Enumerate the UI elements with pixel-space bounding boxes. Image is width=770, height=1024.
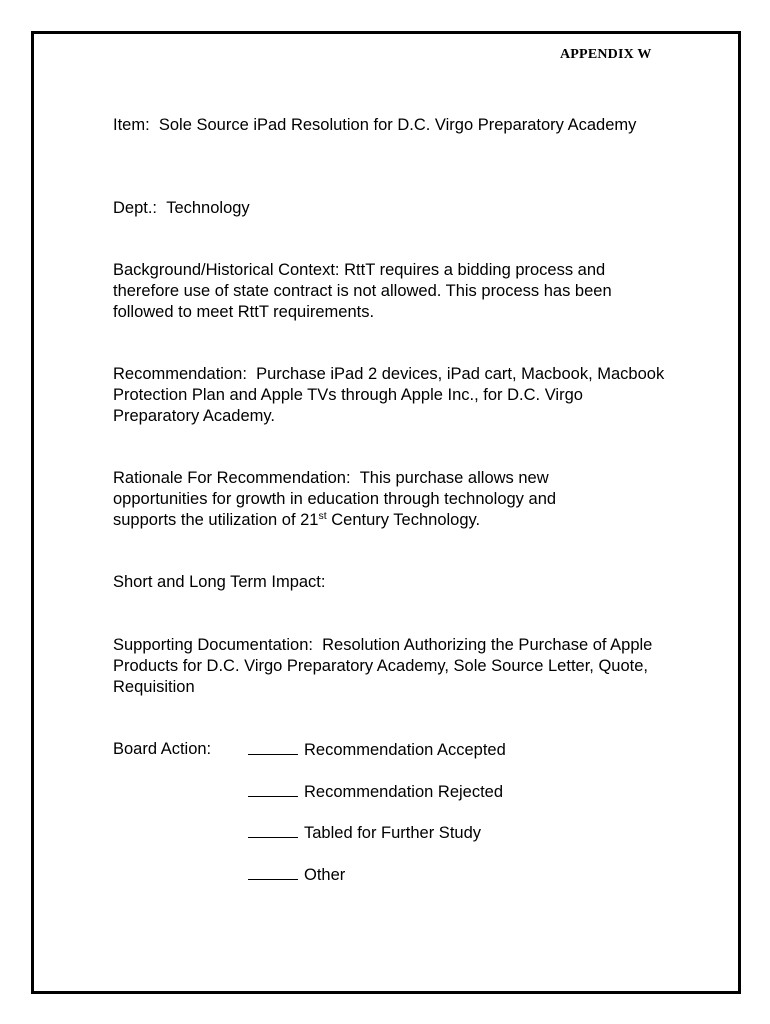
board-option-tabled xyxy=(248,822,481,844)
option-label: Recommendation Rejected xyxy=(304,783,504,801)
item-section xyxy=(113,115,673,136)
impact-section xyxy=(113,572,673,593)
accepted-blank-line xyxy=(248,739,298,755)
item-text: Sole Source iPad Resolution for D.C. Virgo Preparatory Academy xyxy=(158,116,637,134)
board-option-rejected xyxy=(248,781,503,803)
rationale-superscript: st xyxy=(318,510,327,522)
supporting-section xyxy=(113,635,673,698)
rationale-text: This purchase allows new opportunities for growth in education through technology and supports the utilization of 21 xyxy=(113,469,557,529)
dept-section xyxy=(113,198,673,219)
recommendation-label: Recommendation: xyxy=(113,365,247,383)
appendix-heading: APPENDIX W xyxy=(560,47,652,62)
background-section xyxy=(113,260,673,323)
recommendation-section xyxy=(113,364,673,427)
rationale-text-end: Century Technology. xyxy=(326,511,481,529)
dept-label: Dept.: xyxy=(113,199,158,217)
background-label: Background/Historical Context: xyxy=(113,261,340,279)
rationale-label: Rationale For Recommendation: xyxy=(113,469,351,487)
board-option-other xyxy=(248,864,345,886)
tabled-blank-line xyxy=(248,822,298,838)
rationale-section xyxy=(113,468,593,531)
option-label: Other xyxy=(304,866,346,884)
supporting-text: Resolution Authorizing the Purchase of Apple Products for D.C. Virgo Preparatory Academy, Sole Source Letter, Quote, Requisition xyxy=(113,636,653,696)
background-text: RttT requires a bidding process and therefore use of state contract is not allowed. This process has been followed to meet RttT requirements. xyxy=(113,261,612,321)
option-label: Recommendation Accepted xyxy=(304,741,506,759)
other-blank-line xyxy=(248,864,298,880)
option-label: Tabled for Further Study xyxy=(304,824,482,842)
board-option-accepted xyxy=(248,739,506,761)
rejected-blank-line xyxy=(248,781,298,797)
recommendation-text: Purchase iPad 2 devices, iPad cart, Macbook, Macbook Protection Plan and Apple TVs through Apple Inc., for D.C. Virgo Preparatory Academy. xyxy=(113,365,665,425)
dept-text: Technology xyxy=(166,199,250,217)
supporting-label: Supporting Documentation: xyxy=(113,636,313,654)
board-action-label: Board Action: xyxy=(113,740,212,758)
impact-label: Short and Long Term Impact: xyxy=(113,573,326,591)
item-label: Item: xyxy=(113,116,150,134)
